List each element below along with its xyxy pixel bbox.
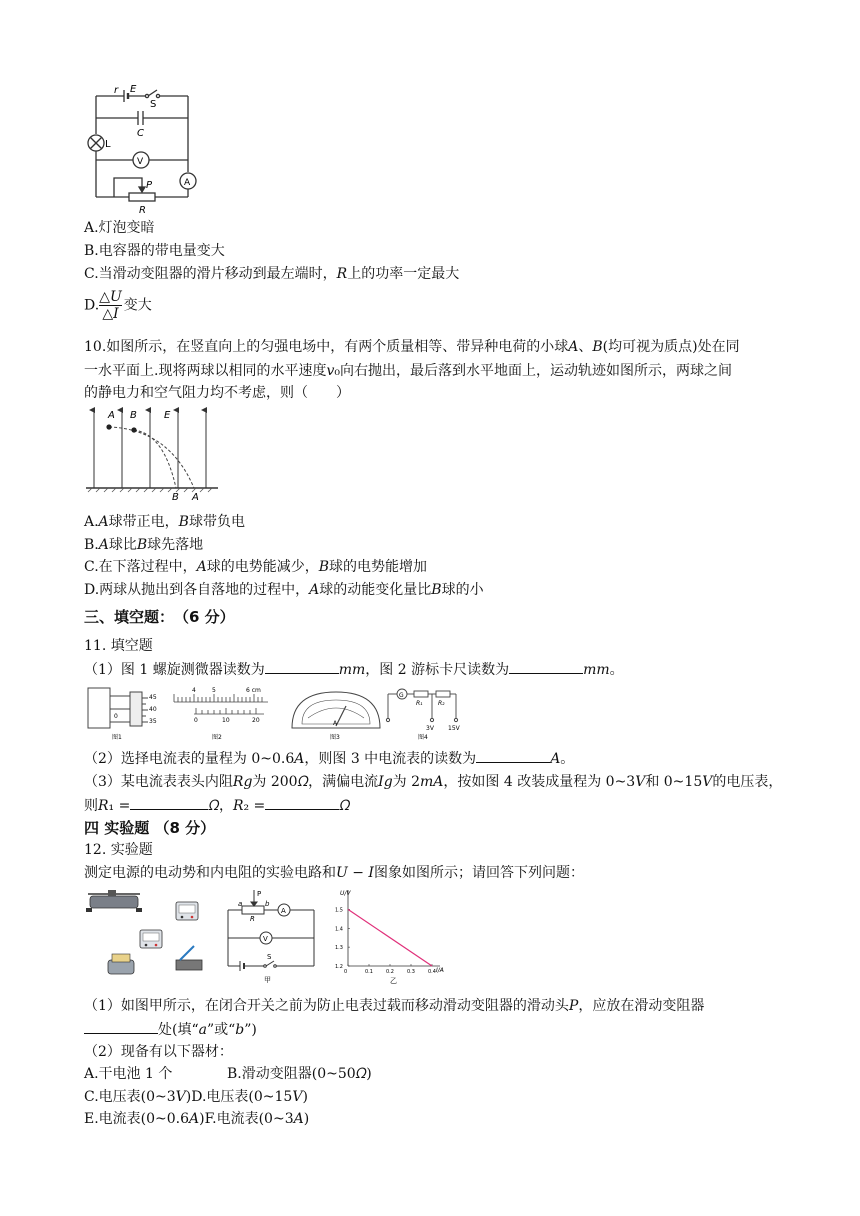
- ammeter-device-icon: [140, 930, 162, 948]
- q11-part1-text-a: （1）图 1 螺旋测微器读数为: [84, 662, 265, 678]
- q10-label-A-landing: A: [192, 492, 199, 502]
- q12-ui-graph: [334, 886, 450, 986]
- q11-part2-text-a: （2）选择电流表的量程为 0~0.6𝐴，则图 3 中电流表的读数为: [84, 751, 477, 767]
- q12-item-cd: C.电压表(0~3𝑉)D.电压表(0~15𝑉): [84, 1089, 308, 1105]
- q11-figures: [84, 684, 474, 742]
- q12-circuit-jia: [224, 888, 324, 984]
- q11-part3-line2: [84, 795, 350, 816]
- q10-option-c: C.在下落过程中，𝐴球的电势能减少，𝐵球的电势能增加: [84, 559, 428, 575]
- fig4-caption: 图4: [418, 734, 428, 741]
- ui-graph-xlabel: I/A: [436, 967, 444, 974]
- ui-graph-y-tick-label: 1.3: [335, 945, 343, 952]
- q10-stem-line1: 10.如图所示，在竖直向上的匀强电场中，有两个质量相等、带异种电荷的小球𝐴、𝐵(均可视为质点)处在同: [84, 339, 740, 355]
- q12-part2: （2）现备有以下器材：: [84, 1044, 233, 1060]
- q9-option-d: [84, 289, 152, 322]
- q11-part3-text-d: 𝛺: [339, 798, 350, 814]
- q10-option-d: D.两球从抛出到各自落地的过程中，𝐴球的动能变化量比𝐵球的小: [84, 582, 484, 598]
- q9-label-r: r: [114, 85, 119, 96]
- q9-option-d-prefix: D.: [84, 297, 100, 314]
- q11-title: 11. 填空题: [84, 638, 153, 654]
- fig1-mark-35: 35: [149, 718, 157, 725]
- section-3-heading: 三、填空题： （6 分）: [84, 608, 235, 626]
- q12-label-a: a: [238, 900, 243, 908]
- fig3-caption: 图3: [330, 734, 340, 741]
- q12-label-b: b: [265, 900, 270, 908]
- q11-part2-text-b: 𝐴。: [550, 751, 575, 767]
- section-4-heading: 四 实验题 （8 分）: [84, 819, 216, 837]
- q12-title: 12. 实验题: [84, 842, 153, 858]
- answer-blank-ammeter: [476, 748, 550, 763]
- q9-label-A: A: [184, 178, 191, 188]
- q10-label-E: E: [164, 410, 171, 421]
- fig4-label-R1: R₁: [416, 700, 423, 707]
- q10-stem-line3: 的静电力和空气阻力均不考虑，则（ ）: [84, 385, 350, 401]
- q9-label-S: S: [150, 99, 157, 110]
- fig1-mark-45: 45: [149, 694, 157, 701]
- fig2-tick-10: 10: [222, 717, 230, 724]
- frac-numerator: △𝑈: [99, 289, 122, 305]
- q10-field-figure: [84, 404, 220, 502]
- q10-label-B-landing: B: [172, 492, 179, 502]
- fig4-label-R2: R₂: [438, 700, 445, 707]
- q9-option-c: C.当滑动变阻器的滑片移动到最左端时，𝑅上的功率一定最大: [84, 266, 460, 282]
- frac-denominator: △𝐼: [102, 306, 119, 322]
- q12-item-a: A.干电池 1 个: [84, 1066, 173, 1082]
- q11-part3-text-c: 𝛺，𝑅₂ =: [208, 798, 266, 814]
- q12-item-ef: E.电流表(0~0.6𝐴)F.电流表(0~3𝐴): [84, 1111, 310, 1127]
- ui-graph-y-tick-label: 1.5: [335, 907, 343, 914]
- q12-label-A: A: [281, 907, 286, 915]
- q12-label-R: R: [250, 915, 255, 923]
- q11-part2: [84, 748, 574, 769]
- ui-graph-y-tick-label: 1.4: [335, 926, 343, 933]
- rheostat-device-icon: [86, 890, 142, 912]
- q11-part1-text-b: 𝑚𝑚，图 2 游标卡尺读数为: [338, 662, 510, 678]
- fig1-mark-0: 0: [114, 713, 118, 720]
- q12-apparatus-figure: [84, 888, 214, 982]
- q12-label-P: P: [257, 890, 262, 898]
- q12-label-V: V: [263, 935, 268, 943]
- fig4-label-G: G: [399, 692, 404, 699]
- answer-blank-micrometer: [265, 659, 339, 674]
- q10-label-B: B: [130, 410, 137, 421]
- q9-option-a: A.灯泡变暗: [84, 220, 155, 236]
- fig2-tick-0: 0: [194, 717, 198, 724]
- ui-graph-data-line: [348, 909, 432, 966]
- q12-part1-line1: （1）如图甲所示，在闭合开关之前为防止电表过载而移动滑动变阻器的滑动头𝑃，应放在滑动变阻器: [84, 998, 705, 1014]
- q9-circuit-figure: [84, 84, 214, 218]
- voltmeter-device-icon: [176, 902, 198, 920]
- q12-stem: 测定电源的电动势和内电阻的实验电路和𝑈 − 𝐼图象如图所示；请回答下列问题：: [84, 865, 584, 881]
- q9-label-C: C: [137, 128, 144, 139]
- q12-item-b: B.滑动变阻器(0~50𝛺): [227, 1066, 372, 1082]
- fig1-caption: 图1: [112, 734, 122, 741]
- fig1-mark-40: 40: [149, 706, 157, 713]
- fig4-label-3V: 3V: [426, 725, 434, 732]
- q10-option-a: A.𝐴球带正电，𝐵球带负电: [84, 514, 245, 530]
- fig4-label-15V: 15V: [448, 725, 460, 732]
- q9-label-E: E: [130, 84, 137, 95]
- q11-part3-line1: （3）某电流表表头内阻𝑅𝑔为 200𝛺，满偏电流𝐼𝑔为 2𝑚𝐴，按如图 4 改装成量程为 0~3𝑉和 0~15𝑉的电压表，: [84, 774, 783, 790]
- fig2-tick-20: 20: [252, 717, 260, 724]
- q11-part3-text-b: 则𝑅₁ =: [84, 798, 131, 814]
- q12-part1-line2: [84, 1019, 257, 1040]
- fig2-tick-5: 5: [212, 687, 216, 694]
- q9-label-L: L: [105, 139, 111, 150]
- q9-label-P: P: [146, 180, 153, 191]
- q9-option-d-suffix: 变大: [123, 297, 152, 314]
- ui-graph-y-tick-label: 1.2: [335, 964, 343, 970]
- battery-device-icon: [108, 954, 134, 974]
- q10-option-b: B.𝐴球比𝐵球先落地: [84, 537, 204, 553]
- q12-caption-jia: 甲: [264, 976, 271, 984]
- fig2-tick-cm: 6 cm: [246, 687, 261, 694]
- ui-graph-x-tick-label: 0.1: [365, 969, 373, 975]
- delta-u-over-delta-i: [99, 289, 122, 322]
- fig2-tick-4: 4: [192, 687, 196, 694]
- q9-label-V: V: [137, 157, 144, 167]
- q12-part1-text-b: 处(填“𝑎”或“𝑏”): [158, 1022, 257, 1038]
- answer-blank-slider-position: [84, 1019, 158, 1034]
- switch-device-icon: [176, 946, 202, 970]
- q11-part1-text-c: 𝑚𝑚。: [583, 662, 624, 678]
- q10-stem-line2: 一水平面上.现将两球以相同的水平速度𝑣₀向右抛出，最后落到水平地面上，运动轨迹如图所示，两球之间: [84, 363, 732, 379]
- ui-graph-ylabel: U/V: [340, 890, 351, 897]
- q9-option-b: B.电容器的带电量变大: [84, 243, 225, 259]
- answer-blank-r1: [130, 795, 208, 810]
- q10-label-A: A: [108, 410, 115, 421]
- ui-graph-x-tick-label: 0.4: [428, 969, 436, 975]
- ui-graph-x-tick-label: 0.2: [386, 969, 394, 975]
- q11-part1: [84, 659, 624, 680]
- ui-graph-x-tick-label: 0.3: [407, 969, 415, 975]
- answer-blank-caliper: [509, 659, 583, 674]
- fig2-caption: 图2: [212, 734, 222, 741]
- q9-label-R: R: [139, 205, 146, 216]
- fig3-label-A: A: [333, 720, 338, 727]
- answer-blank-r2: [265, 795, 339, 810]
- q12-label-S: S: [267, 953, 272, 961]
- ui-graph-x-tick-label: 0: [344, 969, 348, 975]
- q12-caption-yi: 乙: [390, 977, 397, 985]
